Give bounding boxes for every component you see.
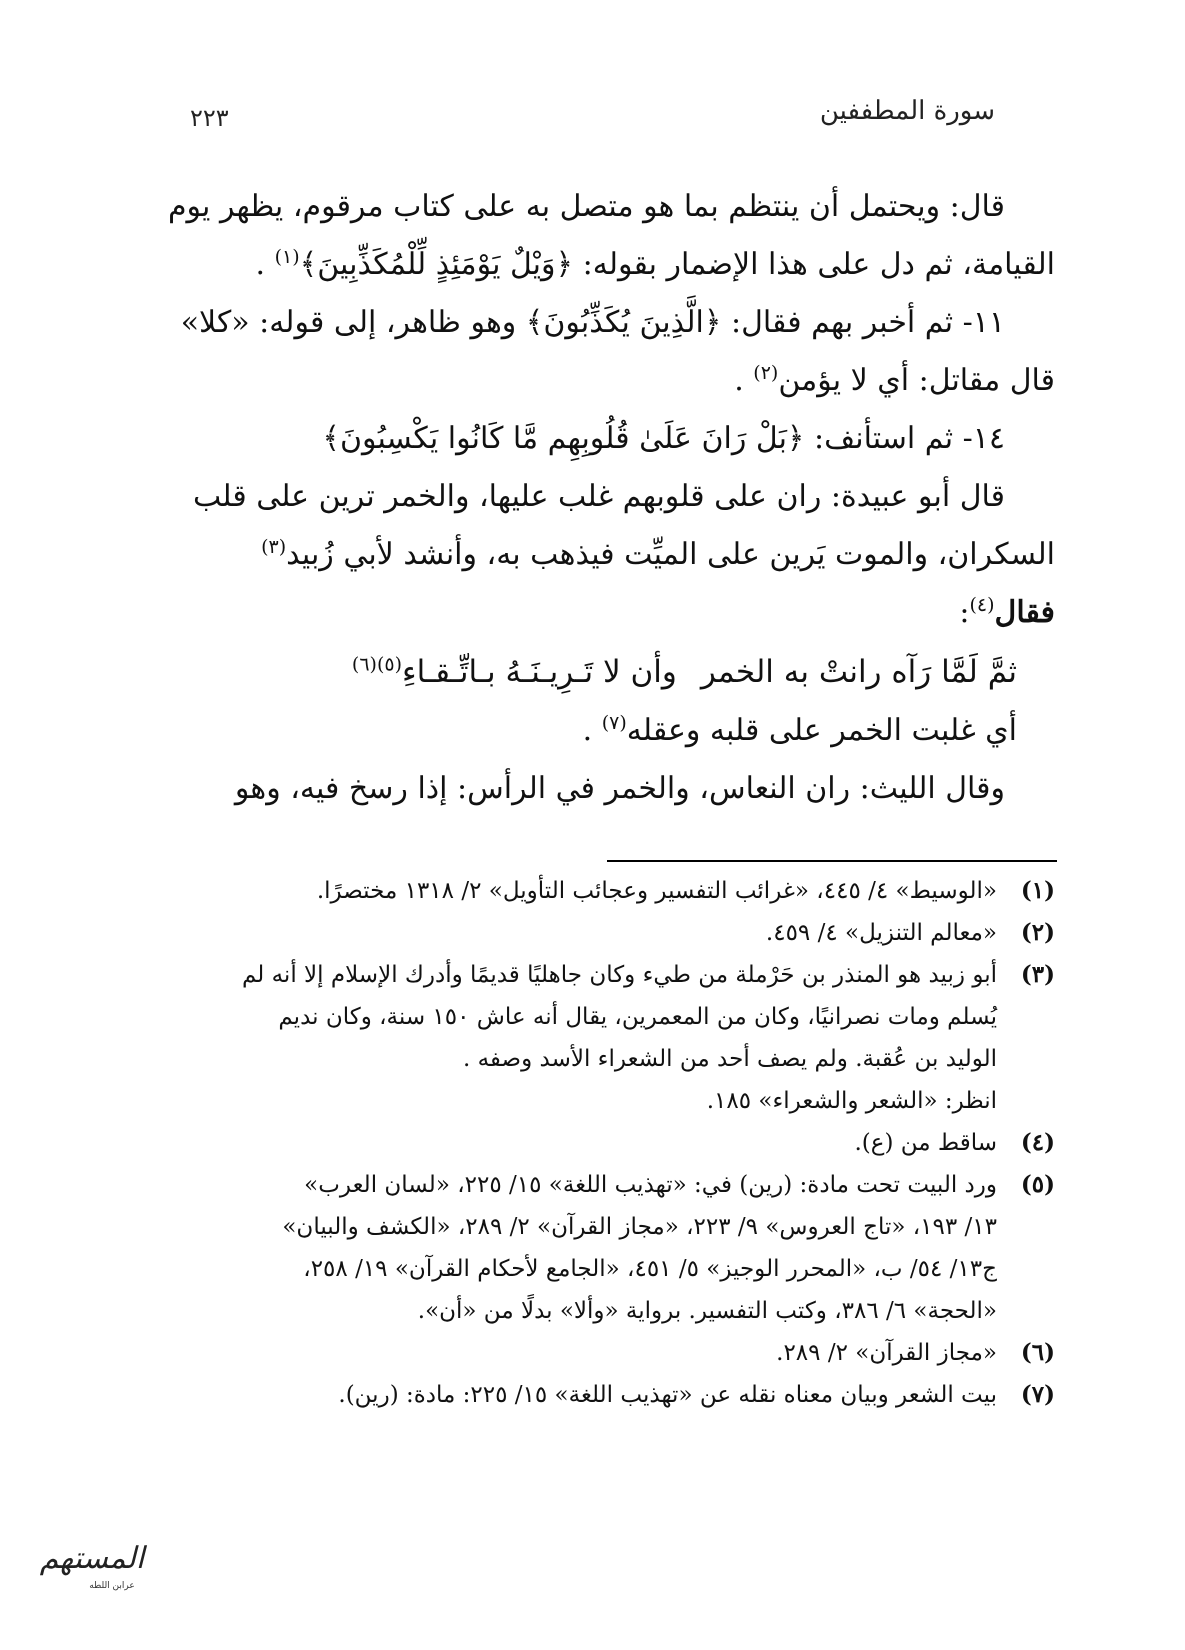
poetry-verse — [130, 642, 1055, 702]
paragraph-6: وقال الليث: ران النعاس، والخمر في الرأس: إذا رسخ فيه، وهو — [234, 771, 1005, 806]
verse-second-hemistich: وأن لا تَـرِيـنَـهُ بـاتِّـقـاءِ$^{(٥)(٦)}$ — [351, 653, 677, 690]
footnote-number: (٦) — [1020, 1339, 1055, 1366]
footnote-ref[interactable]: (٣) — [261, 536, 287, 558]
footnote-2: (٢) «معالم التنزيل» ٤/ ٤٥٩. — [130, 912, 1055, 954]
surah-name: سورة المطففين — [819, 96, 995, 126]
footnote-5: (٥) ورد البيت تحت مادة: (رين) في: «تهذيب اللغة» ١٥/ ٢٢٥، «لسان العرب» ١٣/ ١٩٣، «تاج العروس» ٩/ ٢٢٣، «مجاز القرآن» ٢/ ٢٨٩، «الكشف والبيان» ج١٣/ ٥٤/ ب، «المحرر الوجيز» ٥/ ٤٥١، «الجامع لأحكام القرآن» ١٩/ ٢٥٨، «الحجة» ٦/ ٣٨٦، وكتب التفسير. برواية «وألا» بدلًا من «أن». — [130, 1164, 1055, 1332]
publisher-logo — [22, 1528, 162, 1598]
paragraph-3: ١٤- ثم استأنف: ﴿بَلْ رَانَ عَلَىٰ قُلُوبِهِم مَّا كَانُوا يَكْسِبُونَ﴾ — [322, 421, 1005, 456]
footnote-ref[interactable]: (٢) — [753, 362, 779, 384]
verse-first-hemistich: ثمَّ لَمَّا رَآه رانتْ به الخمر — [700, 654, 1017, 690]
page-number: ٢٢٣ — [190, 104, 229, 132]
logo-text: المستهم — [39, 1541, 145, 1576]
paragraph-4-line-1: قال أبو عبيدة: ران على قلوبهم غلب عليها، والخمر ترين على قلب — [192, 479, 1005, 514]
footnote-number: (٣) — [1020, 961, 1055, 988]
footnote-divider — [607, 860, 1057, 862]
footnote-ref[interactable]: (٥)(٦) — [351, 653, 402, 676]
footnote-number: (١) — [1020, 877, 1055, 904]
paragraph-1-line-1: قال: ويحتمل أن ينتظم بما هو متصل به على كتاب مرقوم، يظهر يوم — [167, 189, 1005, 224]
footnote-number: (٤) — [1020, 1129, 1055, 1156]
footnote-3: (٣) أبو زبيد هو المنذر بن حَرْملة من طيء وكان جاهليًا قديمًا وأدرك الإسلام إلا أنه لم يُسلم ومات نصرانيًا، وكان من المعمرين، يقال أنه عاش ١٥٠ سنة، وكان نديم الوليد بن عُقبة. ولم يصف أحد من الشعراء الأسد وصفه . انظر: «الشعر والشعراء» ١٨٥. — [130, 954, 1055, 1122]
logo-caption: عرابن اللطه — [89, 1581, 135, 1591]
paragraph-2-line-1: ١١- ثم أخبر بهم فقال: ﴿الَّذِينَ يُكَذِّبُونَ﴾ وهو ظاهر، إلى قوله: «كلا» — [180, 305, 1005, 340]
paragraph-4-line-3: فقال$^{(٤)}$: — [959, 594, 1055, 630]
footnotes — [130, 870, 1055, 1416]
footnote-1: (١) «الوسيط» ٤/ ٤٤٥، «غرائب التفسير وعجائب التأويل» ٢/ ١٣١٨ مختصرًا. — [130, 870, 1055, 912]
footnote-ref[interactable]: (٤) — [969, 594, 995, 616]
paragraph-1-line-2: القيامة، ثم دل على هذا الإضمار بقوله: ﴿وَيْلٌ يَوْمَئِذٍ لِّلْمُكَذِّبِينَ﴾$^{(١)}$ . — [255, 246, 1055, 282]
footnote-6: (٦) «مجاز القرآن» ٢/ ٢٨٩. — [130, 1332, 1055, 1374]
footnote-ref[interactable]: (١) — [274, 246, 300, 268]
footnote-7: (٧) بيت الشعر وبيان معناه نقله عن «تهذيب اللغة» ١٥/ ٢٢٥: مادة: (رين). — [130, 1374, 1055, 1416]
paragraph-4-line-2: السكران، والموت يَرين على الميِّت فيذهب به، وأنشد لأبي زُبيد$^{(٣)}$ — [261, 536, 1055, 572]
footnote-number: (٥) — [1020, 1171, 1055, 1198]
footnote-number: (٧) — [1020, 1381, 1055, 1408]
paragraph-2-line-2: قال مقاتل: أي لا يؤمن$^{(٢)}$ . — [734, 362, 1055, 398]
footnote-4: (٤) ساقط من (ع). — [130, 1122, 1055, 1164]
page-header — [180, 96, 1005, 136]
paragraph-5: أي غلبت الخمر على قلبه وعقله$^{(٧)}$ . — [582, 712, 1017, 748]
main-text — [130, 178, 1055, 818]
footnote-number: (٢) — [1020, 919, 1055, 946]
footnote-ref[interactable]: (٧) — [601, 712, 627, 734]
